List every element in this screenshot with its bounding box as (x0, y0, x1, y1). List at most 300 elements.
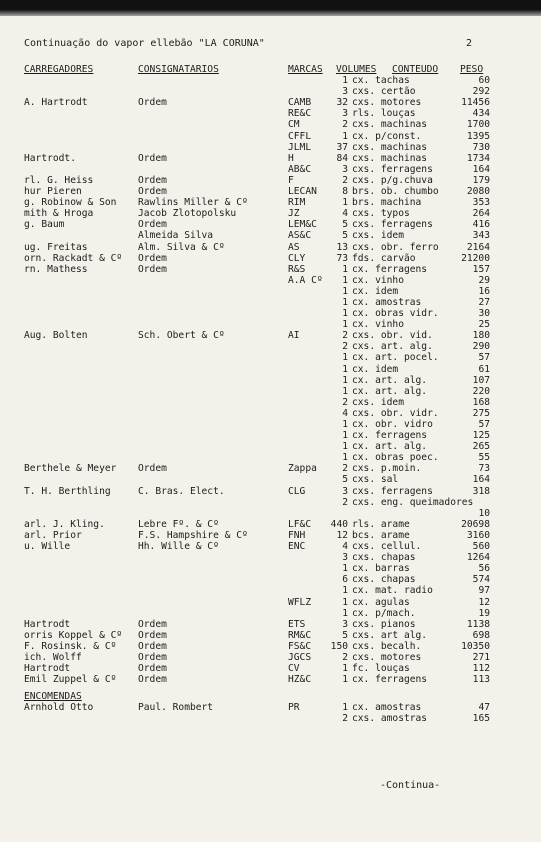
mark-cell: Zappa (288, 463, 317, 475)
volumes-cell: 73 (336, 252, 348, 264)
contents-cell: cx. amostras (352, 702, 422, 714)
shipper-cell: F. Rosinsk. & Cº (24, 640, 117, 652)
page-number: 2 (466, 38, 473, 49)
table-row (0, 608, 541, 619)
mark-cell: LF&C (288, 518, 312, 530)
contents-cell: cxs. amostras (352, 713, 428, 725)
weight-cell: 57 (478, 419, 490, 430)
weight-cell: 19 (478, 607, 490, 619)
mark-cell: PR (288, 702, 300, 714)
contents-cell: brs. machina (352, 197, 422, 209)
weight-cell: 29 (478, 274, 490, 286)
table-row (0, 497, 541, 508)
contents-cell: cxs. motores (352, 651, 422, 663)
mark-cell: JZ (288, 208, 300, 220)
weight-cell: 290 (472, 341, 490, 353)
volumes-cell: 5 (342, 474, 348, 486)
weight-cell: 275 (472, 407, 490, 419)
table-row (0, 97, 541, 108)
table-row (0, 663, 541, 674)
table-row (0, 641, 541, 652)
consignee-cell: Jacob Zlotopolsku (138, 208, 237, 220)
volumes-cell: 1 (342, 607, 348, 619)
contents-cell: cxs. machinas (352, 152, 428, 164)
table-row (0, 397, 541, 408)
mark-cell: CAMB (288, 97, 312, 109)
contents-cell: cxs. art alg. (352, 629, 428, 641)
contents-cell: cx. vinho (352, 319, 404, 331)
weight-cell: 265 (472, 441, 490, 453)
consignee-cell: Ordem (138, 640, 167, 652)
weight-cell: 157 (472, 263, 490, 275)
weight-cell: 56 (478, 563, 490, 575)
consignee-cell: Ordem (138, 219, 167, 231)
weight-cell: 12 (478, 596, 490, 608)
weight-cell: 698 (472, 629, 490, 641)
weight-cell: 107 (472, 374, 490, 386)
table-row (0, 508, 541, 519)
weight-cell: 30 (478, 308, 490, 320)
table-row (0, 352, 541, 363)
mark-cell: CM (288, 119, 300, 131)
volumes-cell: 1 (342, 130, 348, 142)
consignee-cell: Ordem (138, 186, 167, 198)
contents-cell: cxs. sal (352, 474, 399, 486)
consignee-cell: Alm. Silva & Cº (138, 241, 225, 253)
table-row (0, 242, 541, 253)
contents-cell: fds. carvão (352, 252, 416, 264)
volumes-cell: 32 (336, 97, 348, 109)
volumes-cell: 1 (342, 363, 348, 375)
table-row (0, 253, 541, 264)
table-row (0, 142, 541, 153)
volumes-cell: 2 (342, 174, 348, 186)
table-row (0, 386, 541, 397)
contents-cell: cxs. ferragens (352, 219, 433, 231)
table-row (0, 419, 541, 430)
shipper-cell: orris Koppel & Cº (24, 629, 123, 641)
shipper-cell: Arnhold Otto (24, 702, 94, 714)
contents-cell: cx. art. alg. (352, 385, 428, 397)
volumes-cell: 2 (342, 496, 348, 508)
header-marks: MARCAS (288, 64, 323, 75)
volumes-cell: 1 (342, 702, 348, 714)
volumes-cell: 4 (342, 407, 348, 419)
table-row (0, 585, 541, 596)
weight-cell: 416 (472, 219, 490, 231)
table-row (0, 574, 541, 585)
contents-cell: cxs. art. alg. (352, 341, 433, 353)
shipper-cell: arl. Prior (24, 529, 82, 541)
volumes-cell: 1 (342, 441, 348, 453)
consignee-cell: Ordem (138, 618, 167, 630)
consignee-cell: Lebre Fº. & Cº (138, 518, 219, 530)
mark-cell: CLY (288, 252, 306, 264)
volumes-cell: 1 (342, 197, 348, 209)
mark-cell: RIM (288, 197, 306, 209)
volumes-cell: 1 (342, 385, 348, 397)
volumes-cell: 2 (342, 341, 348, 353)
consignee-cell: Ordem (138, 663, 167, 675)
mark-cell: HZ&C (288, 674, 312, 686)
volumes-cell: 1 (342, 296, 348, 308)
table-row (0, 75, 541, 86)
mark-cell: AB&C (288, 163, 312, 175)
weight-cell: 164 (472, 163, 490, 175)
contents-cell: cxs. typos (352, 208, 410, 220)
weight-cell: 220 (472, 385, 490, 397)
contents-cell: cx. ferragens (352, 430, 428, 442)
mark-cell: CFFL (288, 130, 312, 142)
weight-cell: 165 (472, 713, 490, 725)
table-row (0, 530, 541, 541)
weight-cell: 292 (472, 86, 490, 98)
volumes-cell: 37 (336, 141, 348, 153)
contents-cell: cx. barras (352, 563, 410, 575)
contents-cell: cx. art. alg. (352, 374, 428, 386)
contents-cell: cx. ferragens (352, 263, 428, 275)
contents-cell: cxs. machinas (352, 119, 428, 131)
volumes-cell: 84 (336, 152, 348, 164)
table-row (0, 319, 541, 330)
header-volumes: VOLUMES (336, 64, 377, 75)
table-row (0, 597, 541, 608)
table-row (0, 219, 541, 230)
shipper-cell: orn. Rackadt & Cº (24, 252, 123, 264)
volumes-cell: 1 (342, 308, 348, 320)
weight-cell: 47 (478, 702, 490, 714)
shipper-cell: Hartrodt (24, 663, 71, 675)
weight-cell: 434 (472, 108, 490, 120)
header-contents: CONTEUDO (392, 64, 439, 75)
table-row (0, 264, 541, 275)
table-row (0, 230, 541, 241)
contents-cell: cx. tachas (352, 75, 410, 87)
contents-cell: fc. louças (352, 663, 410, 675)
manifest-table (0, 64, 541, 725)
contents-cell: cxs. chapas (352, 574, 416, 586)
shipper-cell: Berthele & Meyer (24, 463, 117, 475)
weight-cell: 179 (472, 174, 490, 186)
contents-cell: brs. ob. chumbo (352, 186, 439, 198)
table-row (0, 541, 541, 552)
shipper-cell: mith & Hroga (24, 208, 94, 220)
volumes-cell: 1 (342, 430, 348, 442)
table-row (0, 308, 541, 319)
consignee-cell: Ordem (138, 152, 167, 164)
table-row (0, 375, 541, 386)
mark-cell: CLG (288, 485, 306, 497)
contents-cell: rls. louças (352, 108, 416, 120)
weight-cell: 318 (472, 485, 490, 497)
weight-cell: 25 (478, 319, 490, 331)
weight-cell: 2164 (466, 241, 490, 253)
volumes-cell: 1 (342, 452, 348, 464)
volumes-cell: 5 (342, 629, 348, 641)
weight-cell: 1138 (466, 618, 490, 630)
volumes-cell: 1 (342, 563, 348, 575)
table-row (0, 552, 541, 563)
contents-cell: cxs. obr. vidr. (352, 407, 439, 419)
mark-cell: ETS (288, 618, 306, 630)
mark-cell: AI (288, 330, 300, 342)
volumes-cell: 2 (342, 713, 348, 725)
shipper-cell: hur Pieren (24, 186, 82, 198)
contents-cell: cx. vinho (352, 274, 404, 286)
consignee-cell: Ordem (138, 174, 167, 186)
table-row (0, 364, 541, 375)
volumes-cell: 1 (342, 585, 348, 597)
mark-cell: AS&C (288, 230, 312, 242)
weight-cell: 1264 (466, 552, 490, 564)
weight-cell: 61 (478, 363, 490, 375)
shipper-cell: ich. Wolff (24, 651, 82, 663)
weight-cell: 1734 (466, 152, 490, 164)
table-row (0, 297, 541, 308)
volumes-cell: 2 (342, 396, 348, 408)
contents-cell: cx. ferragens (352, 674, 428, 686)
weight-cell: 1395 (466, 130, 490, 142)
volumes-cell: 1 (342, 319, 348, 331)
contents-cell: cx. p/mach. (352, 607, 416, 619)
weight-cell: 10350 (461, 640, 490, 652)
contents-cell: cxs. certão (352, 86, 416, 98)
table-row (0, 486, 541, 497)
volumes-cell: 150 (330, 640, 348, 652)
consignee-cell: Ordem (138, 263, 167, 275)
weight-cell: 16 (478, 285, 490, 297)
contents-cell: cxs. becalh. (352, 640, 422, 652)
mark-cell: FS&C (288, 640, 312, 652)
table-row (0, 153, 541, 164)
mark-cell: RM&C (288, 629, 312, 641)
mark-cell: RE&C (288, 108, 312, 120)
weight-cell: 353 (472, 197, 490, 209)
volumes-cell: 2 (342, 119, 348, 131)
consignee-cell: Ordem (138, 651, 167, 663)
mark-cell: LEM&C (288, 219, 317, 231)
contents-cell: cx. mat. radio (352, 585, 433, 597)
table-row (0, 674, 541, 685)
mark-cell: JGCS (288, 651, 312, 663)
table-row (0, 208, 541, 219)
weight-cell: 11456 (461, 97, 490, 109)
document-title: Continuação do vapor ellebão "LA CORUNA" (24, 38, 265, 49)
contents-cell: cx. art. pocel. (352, 352, 439, 364)
contents-cell: cx. obras poec. (352, 452, 439, 464)
contents-cell: bcs. arame (352, 529, 410, 541)
table-row (0, 197, 541, 208)
weight-cell: 730 (472, 141, 490, 153)
shipper-cell: u. Wille (24, 541, 71, 553)
table-row (0, 330, 541, 341)
contents-cell: cx. idem (352, 363, 399, 375)
weight-cell: 113 (472, 674, 490, 686)
shipper-cell: Emil Zuppel & Cº (24, 674, 117, 686)
contents-cell: cx. idem (352, 285, 399, 297)
encomendas-header: ENCOMENDAS (24, 691, 82, 703)
volumes-cell: 12 (336, 529, 348, 541)
header-consignee: CONSIGNATARIOS (138, 64, 219, 75)
contents-cell: cx. obr. vidro (352, 419, 433, 430)
table-row (0, 86, 541, 97)
volumes-cell: 5 (342, 230, 348, 242)
contents-cell: cx. p/const. (352, 130, 422, 142)
shipper-cell: Hartrodt (24, 618, 71, 630)
shipper-cell: rn. Mathess (24, 263, 88, 275)
consignee-cell: Hh. Wille & Cº (138, 541, 219, 553)
contents-cell: cxs. motores (352, 97, 422, 109)
volumes-cell: 8 (342, 186, 348, 198)
mark-cell: AS (288, 241, 300, 253)
mark-cell: LECAN (288, 186, 317, 198)
contents-cell: cxs. machinas (352, 141, 428, 153)
table-row (0, 408, 541, 419)
table-row (0, 108, 541, 119)
volumes-cell: 3 (342, 485, 348, 497)
weight-cell: 560 (472, 541, 490, 553)
header-weight: PESO (460, 64, 484, 75)
table-row (0, 131, 541, 142)
contents-cell: cxs. p.moin. (352, 463, 422, 475)
weight-cell: 27 (478, 296, 490, 308)
weight-cell: 73 (478, 463, 490, 475)
volumes-cell: 3 (342, 163, 348, 175)
table-row (0, 286, 541, 297)
weight-cell: 20698 (461, 518, 490, 530)
table-row (0, 563, 541, 574)
scan-edge-shadow (0, 0, 541, 16)
shipper-cell: g. Baum (24, 219, 65, 231)
volumes-cell: 1 (342, 596, 348, 608)
volumes-cell: 1 (342, 352, 348, 364)
weight-cell: 57 (478, 352, 490, 364)
volumes-cell: 440 (330, 518, 348, 530)
weight-cell: 97 (478, 585, 490, 597)
encomendas-body (0, 702, 541, 724)
table-row (0, 713, 541, 724)
consignee-cell: F.S. Hampshire & Cº (138, 529, 248, 541)
volumes-cell: 4 (342, 208, 348, 220)
volumes-cell: 3 (342, 552, 348, 564)
mark-cell: H (288, 152, 294, 164)
volumes-cell: 2 (342, 463, 348, 475)
consignee-cell: Ordem (138, 252, 167, 264)
consignee-cell: Paul. Rombert (138, 702, 214, 714)
table-row (0, 463, 541, 474)
volumes-cell: 1 (342, 75, 348, 87)
volumes-cell: 3 (342, 618, 348, 630)
weight-cell: 112 (472, 663, 490, 675)
shipper-cell: T. H. Berthling (24, 485, 111, 497)
volumes-cell: 6 (342, 574, 348, 586)
continua-label: -Continua- (380, 780, 441, 791)
contents-cell: cxs. p/g.chuva (352, 174, 433, 186)
contents-cell: cxs. obr. vid. (352, 330, 433, 342)
consignee-cell: Ordem (138, 463, 167, 475)
table-row (0, 452, 541, 463)
weight-cell: 60 (478, 75, 490, 87)
weight-cell: 2080 (466, 186, 490, 198)
contents-cell: cx. art. alg. (352, 441, 428, 453)
weight-cell: 3160 (466, 529, 490, 541)
volumes-cell: 1 (342, 419, 348, 430)
consignee-cell: Almeida Silva (138, 230, 214, 242)
volumes-cell: 1 (342, 285, 348, 297)
weight-cell: 343 (472, 230, 490, 242)
volumes-cell: 1 (342, 663, 348, 675)
mark-cell: R&S (288, 263, 306, 275)
mark-cell: ENC (288, 541, 306, 553)
table-row (0, 175, 541, 186)
mark-cell: FNH (288, 529, 306, 541)
contents-cell: cxs. ferragens (352, 485, 433, 497)
volumes-cell: 2 (342, 330, 348, 342)
contents-cell: cxs. chapas (352, 552, 416, 564)
mark-cell: JLML (288, 141, 312, 153)
volumes-cell: 1 (342, 674, 348, 686)
contents-cell: rls. arame (352, 518, 410, 530)
shipper-cell: arl. J. Kling. (24, 518, 105, 530)
shipper-cell: Hartrodt. (24, 152, 76, 164)
table-row (0, 619, 541, 630)
weight-cell: 55 (478, 452, 490, 464)
volumes-cell: 2 (342, 651, 348, 663)
volumes-cell: 4 (342, 541, 348, 553)
shipper-cell: g. Robinow & Son (24, 197, 117, 209)
consignee-cell: Ordem (138, 97, 167, 109)
weight-cell: 168 (472, 396, 490, 408)
table-row (0, 630, 541, 641)
volumes-cell: 3 (342, 86, 348, 98)
consignee-cell: Ordem (138, 629, 167, 641)
contents-cell: cxs. idem (352, 396, 404, 408)
table-row (0, 164, 541, 175)
volumes-cell: 5 (342, 219, 348, 231)
table-row (0, 119, 541, 130)
table-row (0, 341, 541, 352)
mark-cell: A.A Cº (288, 274, 323, 286)
shipper-cell: Aug. Bolten (24, 330, 88, 342)
consignee-cell: Ordem (138, 674, 167, 686)
weight-cell: 1700 (466, 119, 490, 131)
volumes-cell: 1 (342, 274, 348, 286)
weight-cell: 574 (472, 574, 490, 586)
contents-cell: cxs. obr. ferro (352, 241, 439, 253)
contents-cell: cxs. cellul. (352, 541, 422, 553)
consignee-cell: Rawlins Miller & Cº (138, 197, 248, 209)
contents-cell: cxs. ferragens (352, 163, 433, 175)
contents-cell: cxs. idem (352, 230, 404, 242)
shipper-cell: ug. Freitas (24, 241, 88, 253)
contents-cell: cx. amostras (352, 296, 422, 308)
volumes-cell: 13 (336, 241, 348, 253)
volumes-cell: 3 (342, 108, 348, 120)
weight-cell: 180 (472, 330, 490, 342)
weight-cell: 10 (478, 507, 490, 519)
shipper-cell: rl. G. Heiss (24, 174, 94, 186)
table-row (0, 519, 541, 530)
mark-cell: F (288, 174, 294, 186)
volumes-cell: 1 (342, 263, 348, 275)
weight-cell: 264 (472, 208, 490, 220)
table-row (0, 474, 541, 485)
volumes-cell: 1 (342, 374, 348, 386)
header-shipper: CARREGADORES (24, 64, 94, 75)
weight-cell: 271 (472, 651, 490, 663)
contents-cell: cxs. pianos (352, 618, 416, 630)
table-row (0, 186, 541, 197)
